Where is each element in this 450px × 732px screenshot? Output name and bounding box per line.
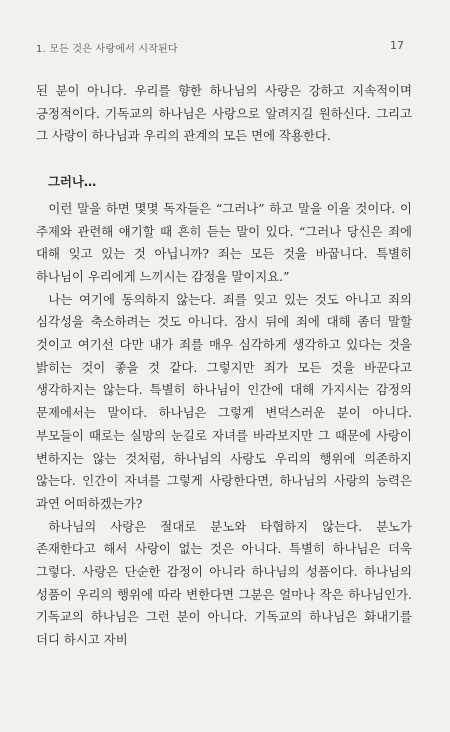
body-text [36,80,412,652]
paragraph-continued: 된 분이 아니다. 우리를 향한 하나님의 사랑은 강하고 지속적이며 긍정적이다. 기독교의 하나님은 사랑으로 알려지길 원하신다. 그리고 그 사랑이 하나님과 우리의 관계의 모든 면에 작용한다. [36,83,412,144]
running-head: 1. 모든 것은 사랑에서 시작된다 [36,44,178,55]
section-subheading: 그러나… [48,174,97,190]
paragraph: 하나님의 사랑은 절대로 분노와 타협하지 않는다. 분노가 존재한다고 해서 사랑이 없는 것은 아니다. 특별히 하나님은 더욱 그렇다. 사랑은 단순한 감정이 아니라 하나님의 성품이다. 하나님의 성품이 우리의 행위에 따라 변한다면 그분은 얼마나 작은 하나님인가. 기독교의 하나님은 그런 분이 아니다. 기독교의 하나님은 화내기를 더디 하시고 자비 [36,518,412,648]
page-number: 17 [390,39,404,52]
paragraph: 이런 말을 하면 몇몇 독자들은 “그러나” 하고 말을 이을 것이다. 이 주제와 관련해 얘기할 때 흔히 듣는 말이 있다. “그러나 당신은 죄에 대해 잊고 있는 것 아닙니까? 죄는 모든 것을 바꿉니다. 특별히 하나님이 우리에게 느끼시는 감정을 말이지요.” [36,200,412,284]
paragraph: 나는 여기에 동의하지 않는다. 죄를 잊고 있는 것도 아니고 죄의 심각성을 축소하려는 것도 아니다. 잠시 뒤에 죄에 대해 좀더 말할 것이고 여기선 다만 내가 죄를 매우 심각하게 생각하고 있다는 것을 밝히는 것이 좋을 것 같다. 그렇지만 죄가 모든 것을 바꾼다고 생각하지는 않는다. 특별히 하나님이 인간에 대해 가지시는 감정의 문제에서는 말이다. 하나님은 그렇게 변덕스러운 분이 아니다. 부모들이 때로는 실망의 눈길로 자녀를 바라보지만 그 때문에 사랑이 변하지는 않는 것처럼, 하나님의 사랑도 우리의 행위에 의존하지 않는다. 인간이 자녀를 그렇게 사랑한다면, 하나님의 사랑의 능력은 과연 어떠하겠는가? [36,291,412,511]
